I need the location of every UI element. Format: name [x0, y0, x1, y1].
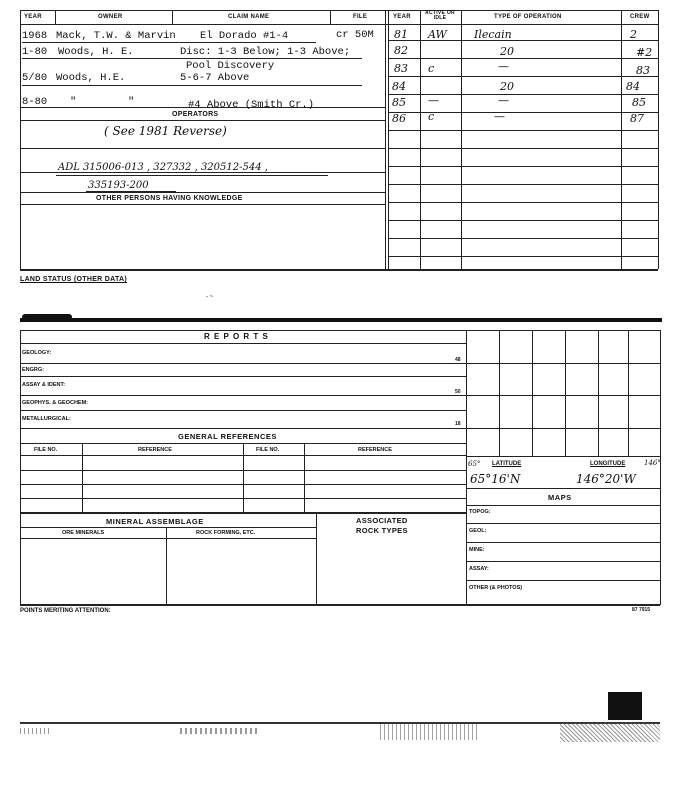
- header-type-of-operation: TYPE OF OPERATION: [494, 14, 562, 20]
- op-row-3-crew: 83: [636, 64, 650, 77]
- longitude-value: 146°20'W: [576, 472, 636, 486]
- report-assay-label: ASSAY & IDENT:: [22, 382, 66, 388]
- report-metallurgical-label: METALLURGICAL:: [22, 416, 71, 422]
- owner-row-2-owner: Woods, H. E.: [58, 46, 134, 58]
- adl-note: ADL 315006-013 , 327332 , 320512-544 ,: [58, 162, 268, 173]
- op-row-1-crew: 2: [630, 28, 637, 41]
- maps-assay-label: ASSAY:: [469, 566, 489, 572]
- points-meriting-attention-label: POINTS MERITING ATTENTION:: [20, 608, 111, 614]
- report-geology-label: GEOLOGY:: [22, 350, 52, 356]
- scan-noise-3: [560, 722, 660, 742]
- report-geophys-label: GEOPHYS. & GEOCHEM:: [22, 400, 89, 406]
- op-row-1-active: AW: [428, 28, 447, 41]
- ore-minerals-label: ORE MINERALS: [62, 530, 105, 536]
- op-row-5-active: —: [428, 94, 439, 107]
- scan-black-block: [608, 692, 642, 720]
- adl-note-2: 335193-200: [88, 180, 149, 191]
- owner-row-5-year: 8-80: [22, 96, 48, 108]
- op-row-4-crew: 84: [626, 80, 640, 93]
- header-year-2: YEAR: [393, 14, 411, 20]
- op-row-3-active: c: [428, 62, 435, 75]
- owner-row-5-claim: #4 Above (Smith Cr.): [188, 99, 315, 111]
- header-claim-name: CLAIM NAME: [228, 14, 270, 20]
- owner-row-4-year: 5/80: [22, 72, 48, 84]
- form-number: 87 7915: [632, 607, 651, 613]
- op-row-2-type: 20: [500, 45, 514, 58]
- owner-row-1-file: cr 50M: [336, 29, 374, 41]
- maps-topog-label: TOPOG:: [469, 509, 491, 515]
- report-geology-num: 48: [455, 357, 461, 363]
- op-row-1-year: 81: [394, 28, 408, 41]
- gr-col-reference-2: REFERENCE: [358, 447, 392, 453]
- header-year: YEAR: [24, 14, 42, 20]
- op-row-5-year: 85: [392, 96, 406, 109]
- maps-geol-label: GEOL:: [469, 528, 487, 534]
- maps-other-label: OTHER (& PHOTOS): [469, 585, 523, 591]
- header-owner: OWNER: [98, 14, 123, 20]
- section-divider-blot: [22, 314, 72, 320]
- report-assay-num: 50: [455, 389, 461, 395]
- op-row-5-crew: 85: [632, 96, 646, 109]
- header-crew: CREW: [630, 14, 650, 20]
- scan-noise-4: [20, 728, 50, 734]
- latitude-label: LATITUDE: [492, 461, 522, 467]
- latitude-value: 65°16'N: [470, 472, 521, 486]
- rock-forming-label: ROCK FORMING, ETC.: [196, 530, 256, 536]
- owner-row-3-claim: Pool Discovery: [186, 60, 275, 72]
- op-row-6-type: —: [494, 110, 505, 123]
- op-row-2-year: 82: [394, 44, 408, 57]
- owner-row-4-owner: Woods, H.E.: [56, 72, 126, 84]
- gr-col-reference-1: REFERENCE: [138, 447, 172, 453]
- owner-row-5-owner: ": [70, 96, 77, 108]
- op-row-6-crew: 87: [630, 112, 644, 125]
- owner-row-1-year: 1968: [22, 30, 48, 42]
- latitude-prefix: 65°: [468, 460, 481, 468]
- longitude-suffix: 146°: [644, 459, 661, 467]
- other-persons-label: OTHER PERSONS HAVING KNOWLEDGE: [96, 195, 243, 202]
- op-row-6-active: c: [428, 110, 435, 123]
- op-row-3-type: —: [498, 60, 509, 73]
- reports-title: R E P O R T S: [204, 332, 269, 341]
- land-status-mark: - ~: [206, 294, 214, 300]
- op-row-4-type: 20: [500, 80, 514, 93]
- operators-label: OPERATORS: [172, 111, 219, 118]
- op-row-6-year: 86: [392, 112, 406, 125]
- op-row-4-year: 84: [392, 80, 406, 93]
- associated-label: ASSOCIATED: [356, 516, 408, 525]
- header-file: FILE: [353, 14, 368, 20]
- owner-row-1-owner: Mack, T.W. & Marvin: [56, 30, 176, 42]
- report-engrg-label: ENGRG:: [22, 367, 44, 373]
- owner-row-5-owner2: ": [128, 96, 135, 108]
- owner-row-2-claim: Disc: 1-3 Below; 1-3 Above;: [180, 46, 351, 58]
- scan-noise-1: [180, 728, 260, 734]
- maps-mine-label: MINE:: [469, 547, 485, 553]
- general-references-title: GENERAL REFERENCES: [178, 432, 277, 441]
- mineral-assemblage-title: MINERAL ASSEMBLAGE: [106, 517, 204, 526]
- rock-types-label: ROCK TYPES: [356, 526, 408, 535]
- land-status-label: LAND STATUS (OTHER DATA): [20, 276, 128, 283]
- owner-row-2-year: 1-80: [22, 46, 48, 58]
- longitude-label: LONGITUDE: [590, 461, 626, 467]
- op-row-1-type: Ilecain: [474, 28, 512, 41]
- maps-title: MAPS: [548, 493, 572, 502]
- report-metallurgical-num: 18: [455, 421, 461, 427]
- operators-note: ( See 1981 Reverse): [104, 124, 227, 138]
- gr-col-file-no-2: FILE NO.: [256, 447, 280, 453]
- owner-row-4-claim: 5-6-7 Above: [180, 72, 250, 84]
- scan-noise-2: [380, 724, 480, 740]
- op-row-2-crew: #2: [636, 46, 653, 59]
- op-row-3-year: 83: [394, 62, 408, 75]
- owner-row-1-claim: El Dorado #1-4: [200, 30, 289, 42]
- header-active-or-idle: ACTIVE OR IDLE: [425, 10, 455, 21]
- section-divider: [20, 318, 662, 322]
- gr-col-file-no-1: FILE NO.: [34, 447, 58, 453]
- op-row-5-type: —: [498, 94, 509, 107]
